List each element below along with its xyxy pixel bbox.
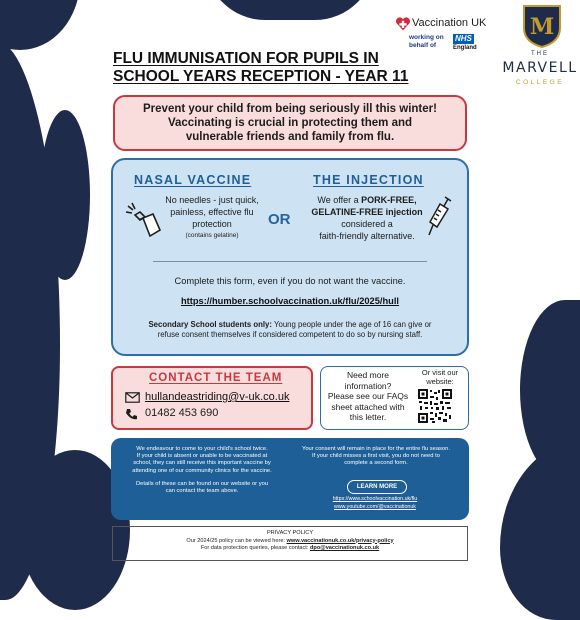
injection-line-1 [302,194,432,206]
page-title [113,50,433,86]
nasal-vaccine-heading: NASAL VACCINE [134,173,252,187]
consent-form-link[interactable]: https://humber.schoolvaccination.uk/flu/2025/hull [180,296,399,306]
vaccination-uk-brand: Vaccination UK [412,17,487,29]
injection-line-3: considered a [341,219,393,229]
warning-box [113,95,467,151]
info-right-line-2: If your child misses a first visit, you do not need to [312,453,440,460]
youtube-link[interactable]: www.youtube.com/@vaccinationuk [334,504,416,510]
info-left-line-3: school, they can still receive this important vaccine by [133,460,271,467]
contact-phone: 01482 453 690 [145,407,219,419]
info-left-line-7: can contact the team above. [165,488,239,495]
injection-line-1b: PORK-FREE, [361,195,417,205]
warning-line-1: Prevent your child from being seriously ill this winter! [143,103,437,115]
faq-line-1: Need more [346,370,390,380]
privacy-policy-box [112,526,468,561]
college-crest-icon [521,4,563,48]
injection-line-2: GELATINE-FREE injection [311,207,423,217]
crest-letter: M [529,14,555,40]
college-the: THE [531,51,549,57]
info-left-line-2: If your child is absent or unable to be vaccinated at [136,453,268,460]
secondary-line-1 [120,320,460,330]
nasal-description [156,194,268,242]
secondary-text-1: Young people under the age of 16 can give or [271,320,432,329]
nhs-region: England [453,45,477,51]
qr-code-icon[interactable] [417,388,453,424]
email-icon [125,392,140,403]
injection-description [302,194,432,242]
info-right-line-1: Your consent will remain in place for the entire flu season. [301,446,450,452]
privacy-policy-link[interactable]: www.vaccinationuk.co.uk/privacy-policy [286,537,394,544]
visit-line-1: Or visit our [421,368,459,377]
vaccination-uk-logo [395,14,487,54]
info-left-line-1: We endeavour to come to your child's school twice. [136,446,268,452]
working-on-line: working on [409,34,444,41]
nasal-note: (contains gelatine) [185,232,239,239]
title-line-1: FLU IMMUNISATION FOR PUPILS IN [113,50,379,67]
college-subtitle: COLLEGE [515,79,565,86]
nasal-line-1: No needles - just quick, [165,195,259,205]
injection-heading: THE INJECTION [313,173,424,187]
injection-line-4: faith-friendly alternative. [319,231,415,241]
divider-line [153,261,427,262]
info-left-line-4: attending one of our community clinics for the vaccine. [132,467,272,474]
behalf-of-line: behalf of [409,42,437,49]
contact-heading: CONTACT THE TEAM [149,372,283,384]
privacy-heading: PRIVACY POLICY [266,530,314,536]
privacy-line-1 [113,538,467,546]
secondary-bold: Secondary School students only: [148,320,272,329]
privacy-line-2 [113,545,467,553]
flu-info-link[interactable]: https://www.schoolvaccination.uk/flu [332,496,418,502]
decor-blob-right-wave [520,300,580,480]
faq-line-2: information? [344,380,392,391]
title-line-2: SCHOOL YEARS RECEPTION - YEAR 11 [113,68,409,85]
faq-line-4: sheet attached with [331,401,405,412]
heart-logo-icon [395,16,411,32]
decor-blob-top-mid [205,0,375,20]
contact-email-link[interactable]: hullandeastriding@v-uk.co.uk [145,391,290,403]
secondary-line-2: refuse consent themselves if considered competent to do so by nursing staff. [157,330,423,339]
injection-line-1a: We offer a [317,195,362,205]
info-left-text [117,446,287,495]
privacy-line-2a: For data protection queries, please contact: [200,545,310,551]
faq-line-3: Please see our FAQs [327,391,409,401]
visit-website-text [412,368,468,386]
warning-line-3: vulnerable friends and family from flu. [185,131,395,143]
or-label: OR [268,211,291,228]
faq-line-5: this letter. [349,412,387,422]
decor-blob-top-left [0,0,80,50]
decor-blob-left-wave [40,110,90,280]
form-instruction: Complete this form, even if you do not want the vaccine. [174,276,406,286]
nasal-line-3: protection [192,219,232,229]
visit-line-2: website: [426,377,454,386]
info-left-line-6: Details of these can be found on our website or you [135,480,269,487]
dpo-email-link[interactable]: dpo@vaccinationuk.co.uk [309,545,380,551]
secondary-school-note [120,320,460,340]
nhs-logo: NHS [455,34,472,43]
warning-line-2: Vaccinating is crucial in protecting them and [167,117,413,129]
working-on-behalf-text [409,34,444,50]
nasal-line-2: painless, effective flu [170,207,254,217]
info-right-text [287,446,465,468]
learn-more-button[interactable]: LEARN MORE [347,480,407,494]
phone-icon [125,408,138,421]
privacy-line-1a: Our 2024/25 policy can be viewed here: [186,537,287,544]
syringe-icon [428,193,454,239]
college-name: MARVELL [502,60,578,76]
info-right-line-3: complete a second form. [344,460,408,467]
faq-text [323,370,413,423]
